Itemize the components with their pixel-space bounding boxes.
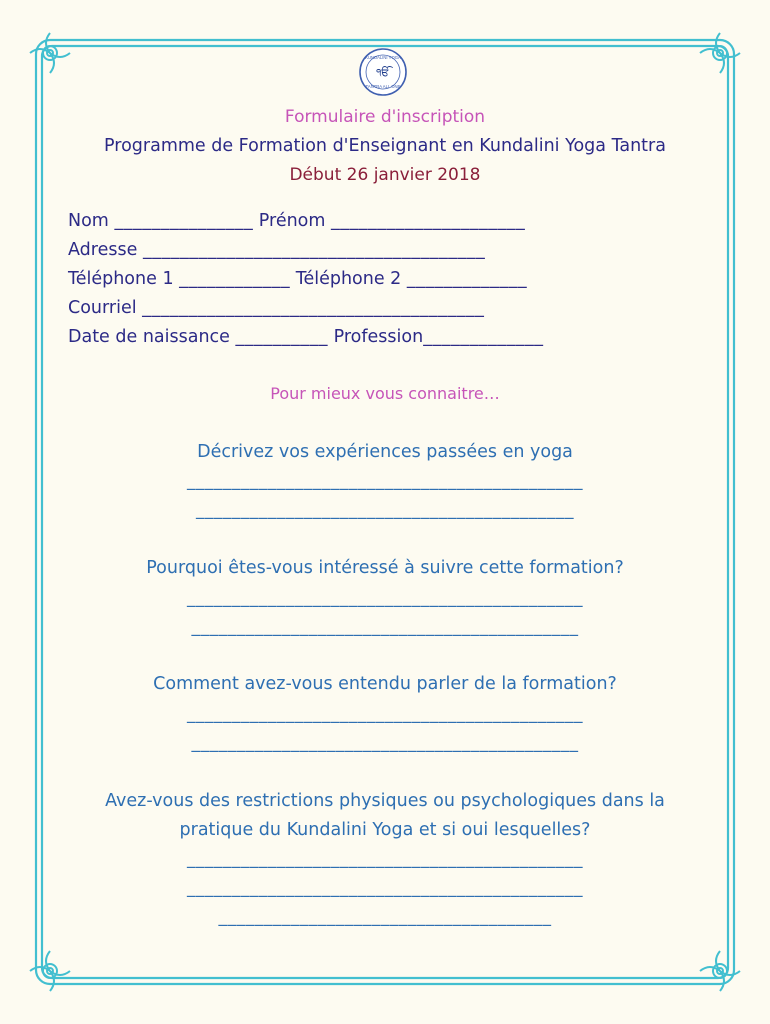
answer-line[interactable]: ____________________________________________ [187, 704, 583, 724]
question-4-line1: Avez-vous des restrictions physiques ou psychologiques dans la [105, 791, 665, 811]
answer-line[interactable]: _____________________________________ [218, 907, 552, 927]
email-row [68, 295, 484, 321]
tel1-field[interactable]: ____________ [179, 269, 291, 289]
answer-line[interactable]: __________________________________________ [196, 500, 574, 520]
answer-line[interactable]: ___________________________________________ [191, 733, 579, 753]
tel2-label: Téléphone 2 [295, 269, 402, 289]
question-1: Décrivez vos expériences passées en yoga [197, 442, 573, 462]
section-title: Pour mieux vous connaitre… [270, 384, 500, 403]
program-title: Programme de Formation d'Enseignant en Kundalini Yoga Tantra [104, 136, 666, 156]
nom-label: Nom [68, 211, 109, 231]
answer-line[interactable]: ____________________________________________ [187, 849, 583, 869]
courriel-field[interactable]: _____________________________________ [142, 298, 485, 318]
answer-line[interactable]: ____________________________________________ [187, 471, 583, 491]
adresse-field[interactable]: _____________________________________ [142, 240, 486, 260]
tel2-field[interactable]: _____________ [406, 269, 528, 289]
nom-field[interactable]: _______________ [114, 211, 254, 231]
phone-row [68, 266, 527, 292]
profession-field[interactable]: _____________ [423, 327, 544, 347]
prenom-field[interactable]: _____________________ [331, 211, 526, 231]
logo-symbol: ੴ [376, 66, 390, 79]
answer-line[interactable]: ____________________________________________ [187, 588, 583, 608]
logo-text-bottom: TANTRA ALL ONE [365, 84, 401, 89]
question-4-line2: pratique du Kundalini Yoga et si oui lesquelles? [179, 820, 591, 840]
courriel-label: Courriel [68, 298, 137, 318]
name-row [68, 208, 525, 234]
prenom-label: Prénom [258, 211, 326, 231]
question-2: Pourquoi êtes-vous intéressé à suivre cette formation? [146, 558, 624, 578]
naissance-field[interactable]: __________ [235, 327, 329, 347]
logo-emblem-icon [358, 47, 408, 97]
logo-text-top: KUNDALINI YOGA [365, 55, 401, 60]
birth-profession-row [68, 324, 543, 350]
adresse-label: Adresse [68, 240, 138, 260]
answer-line[interactable]: ___________________________________________ [191, 617, 579, 637]
profession-label: Profession [333, 327, 424, 347]
tel1-label: Téléphone 1 [68, 269, 174, 289]
question-3: Comment avez-vous entendu parler de la formation? [153, 674, 617, 694]
address-row [68, 237, 485, 263]
answer-line[interactable]: ____________________________________________ [187, 878, 583, 898]
naissance-label: Date de naissance [68, 327, 230, 347]
form-title: Formulaire d'inscription [284, 107, 486, 127]
start-date: Début 26 janvier 2018 [289, 165, 481, 185]
